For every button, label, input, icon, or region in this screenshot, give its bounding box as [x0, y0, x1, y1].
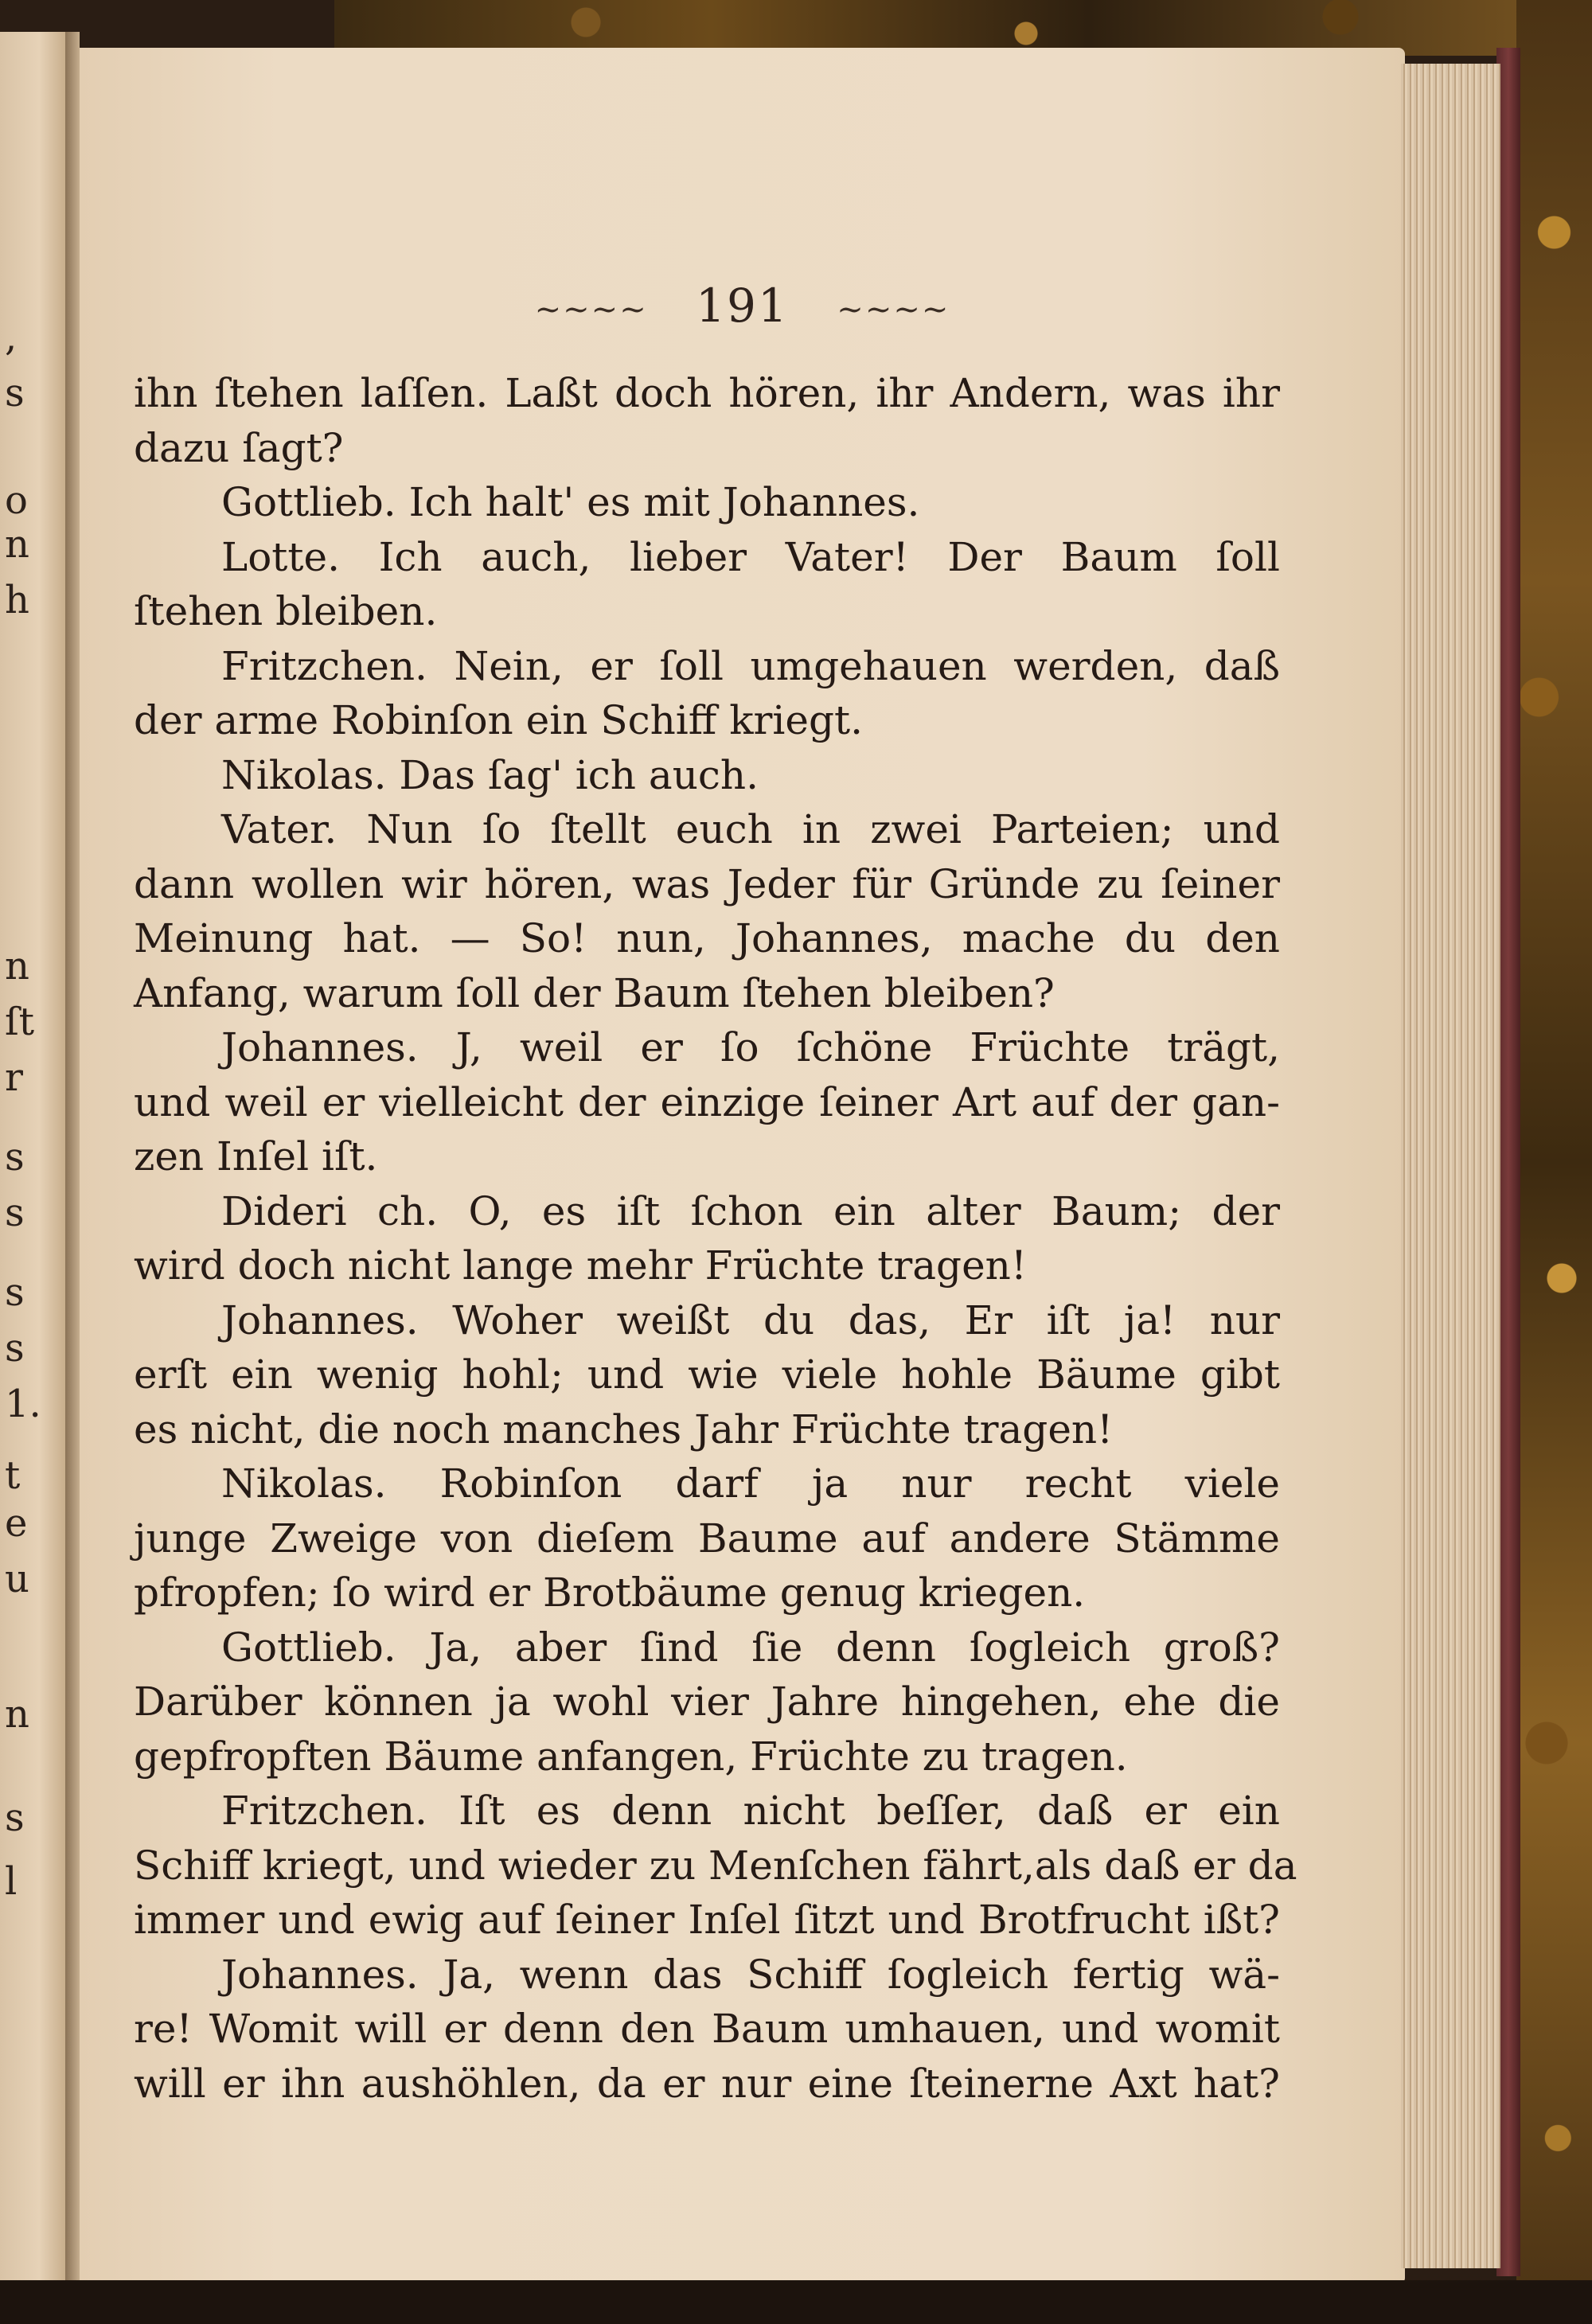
facing-page-glyph: e — [5, 1501, 28, 1546]
book-page — [80, 48, 1405, 2284]
page-number: 191 — [696, 279, 789, 333]
page-text — [134, 366, 1297, 2111]
text-line: junge Zweige von dieſem Baume auf andere Stämme — [134, 1515, 1280, 1562]
text-line: zen Inſel iſt. — [134, 1133, 378, 1180]
page-stack-edges — [1401, 64, 1500, 2268]
book-cover-right — [1516, 0, 1592, 2324]
ornament-right: ~~~~ — [837, 290, 950, 328]
text-line: Fritzchen. Iſt es denn nicht beſſer, daß er ein — [221, 1788, 1280, 1834]
text-line: Anfang, warum ſoll der Baum ſtehen bleiben? — [134, 969, 1055, 1016]
facing-page-glyph: s — [5, 1135, 25, 1180]
text-line: will er ihn aushöhlen, da er nur eine ſteinerne Axt hat? — [134, 2060, 1280, 2107]
text-line: ſtehen bleiben. — [134, 588, 438, 634]
text-line: Dideri ch. O, es iſt ſchon ein alter Baum; der — [221, 1187, 1280, 1234]
bottom-shadow — [0, 2280, 1592, 2324]
text-line: Schiff kriegt, und wieder zu Menſchen fährt,als daß er da — [134, 1842, 1297, 1889]
facing-page-glyph: s — [5, 1270, 25, 1315]
text-line: Meinung hat. — So! nun, Johannes, mache du den — [134, 915, 1280, 961]
text-line: ihn ſtehen laſſen. Laßt doch hören, ihr Andern, was ihr — [134, 370, 1280, 416]
text-line: Nikolas. Robinſon darf ja nur recht viele — [221, 1460, 1280, 1507]
text-line: re! Womit will er denn den Baum umhauen, und womit — [134, 2006, 1280, 2052]
text-line: Vater. Nun ſo ſtellt euch in zwei Parteien; und — [221, 806, 1280, 852]
text-line: und weil er vielleicht der einzige ſeiner Art auf der gan- — [134, 1078, 1280, 1125]
text-line: es nicht, die noch manches Jahr Früchte tragen! — [134, 1406, 1114, 1452]
facing-page-glyph: o — [5, 478, 28, 523]
facing-page-glyph: s — [5, 1796, 25, 1840]
text-line: Gottlieb. Ja, aber ſind ſie denn ſogleich groß? — [221, 1624, 1280, 1671]
facing-page-glyph: l — [5, 1859, 18, 1904]
facing-page-glyph: n — [5, 522, 29, 567]
text-line: dazu ſagt? — [134, 424, 344, 471]
text-line: wird doch nicht lange mehr Früchte tragen! — [134, 1242, 1027, 1289]
text-line: Johannes. Ja, wenn das Schiff ſogleich fertig wä- — [221, 1951, 1280, 1998]
page-header — [80, 279, 1405, 333]
page-gutter — [65, 32, 80, 2324]
facing-page-glyph: s — [5, 1191, 25, 1235]
text-line: gepfropften Bäume anfangen, Früchte zu tragen. — [134, 1733, 1128, 1780]
text-line: Gottlieb. Ich halt' es mit Johannes. — [221, 479, 920, 525]
facing-page-glyph: n — [5, 1692, 29, 1737]
facing-page-glyph: n — [5, 944, 29, 988]
facing-page-glyph: t — [5, 1453, 21, 1498]
ornament-left: ~~~~ — [534, 290, 648, 328]
text-line: dann wollen wir hören, was Jeder für Gründe zu ſeiner — [134, 860, 1280, 907]
text-line: Johannes. Woher weißt du das, Er iſt ja! nur — [221, 1297, 1280, 1343]
facing-page-glyph: 1. — [5, 1382, 41, 1426]
text-line: Nikolas. Das ſag' ich auch. — [221, 751, 759, 798]
facing-page-glyph: u — [5, 1557, 29, 1601]
facing-page-glyph: s — [5, 371, 25, 415]
text-line: erſt ein wenig hohl; und wie viele hohle Bäume gibt — [134, 1351, 1280, 1398]
text-line: Lotte. Ich auch, lieber Vater! Der Baum ſoll — [221, 533, 1280, 580]
previous-page-sliver — [0, 32, 65, 2324]
text-line: Johannes. J, weil er ſo ſchöne Früchte trägt, — [221, 1024, 1280, 1070]
facing-page-glyph: , — [5, 315, 18, 360]
text-line: immer und ewig auf ſeiner Inſel ſitzt und Brotfrucht ißt? — [134, 1897, 1280, 1943]
text-line: Darüber können ja wohl vier Jahre hingehen, ehe die — [134, 1679, 1280, 1725]
facing-page-glyph: s — [5, 1326, 25, 1371]
facing-page-glyph: h — [5, 578, 29, 622]
text-line: Fritzchen. Nein, er ſoll umgehauen werden, daß — [221, 642, 1280, 689]
facing-page-glyph: ſt — [5, 1000, 35, 1044]
text-line: pfropfen; ſo wird er Brotbäume genug kriegen. — [134, 1569, 1086, 1616]
text-line: der arme Robinſon ein Schiff kriegt. — [134, 697, 863, 743]
facing-page-glyph: r — [5, 1055, 23, 1100]
